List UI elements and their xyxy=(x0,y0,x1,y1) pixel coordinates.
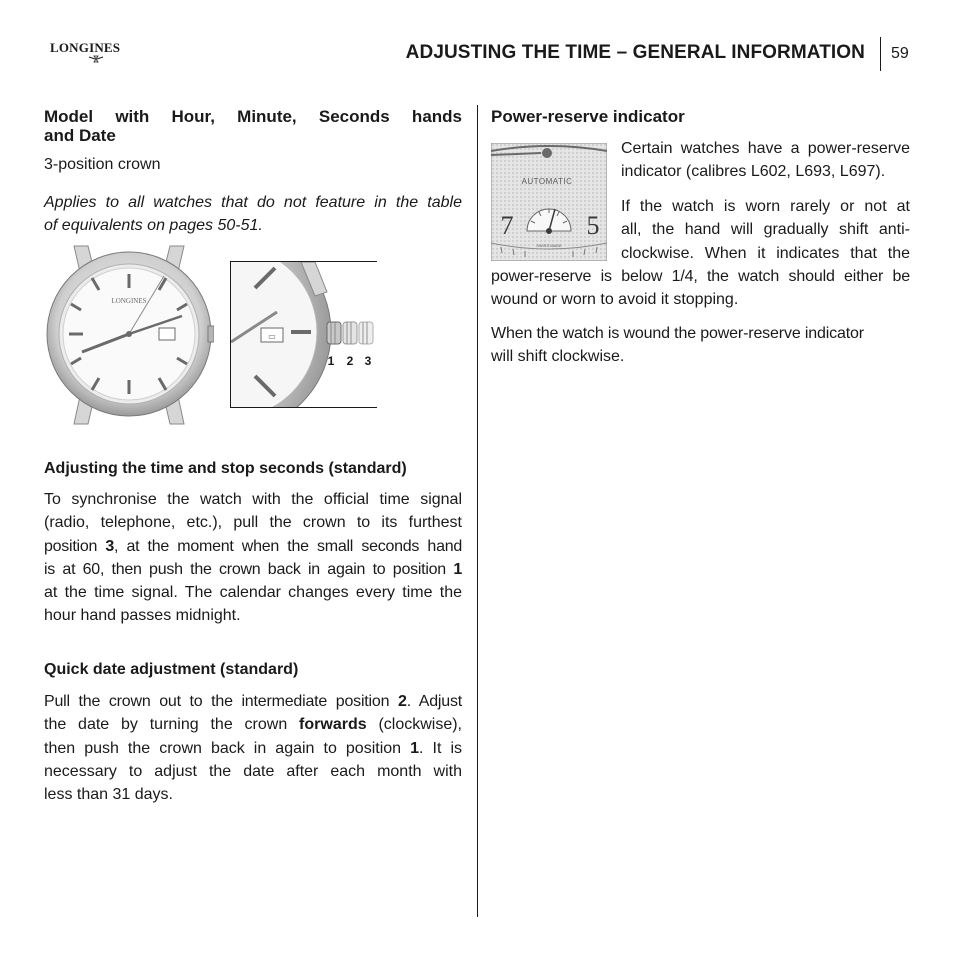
longines-logo xyxy=(50,38,144,66)
date-line-3-b: 1 xyxy=(410,739,420,757)
stop-line-3 xyxy=(44,535,462,558)
quick-date-paragraph xyxy=(44,690,462,806)
power-reserve-dial-illustration xyxy=(491,143,607,261)
applies-line-1: Applies to all watches that do not feature in the table xyxy=(44,194,462,211)
date-line-3 xyxy=(44,737,462,760)
model-title xyxy=(44,107,462,145)
date-line-5: less than 31 days. xyxy=(44,786,173,804)
crown-position-2: 2 xyxy=(346,354,354,368)
date-line-2-c: (clockwise), xyxy=(366,716,463,734)
power-line-4: power-reserve is below 1/4, the watch should either be xyxy=(491,268,910,285)
header-divider xyxy=(880,37,881,71)
applies-note xyxy=(44,191,462,238)
wound-line-1: When the watch is wound the power-reserve indicator xyxy=(491,325,864,342)
quick-date-title: Quick date adjustment (standard) xyxy=(44,661,299,678)
crown-subtitle: 3-position crown xyxy=(44,156,161,173)
stop-line-1: To synchronise the watch with the official time signal xyxy=(44,491,462,508)
power-line-3: clockwise. When it indicates that the xyxy=(621,244,910,262)
applies-line-2: of equivalents on pages 50-51. xyxy=(44,217,263,235)
dial-swiss-made: SWISS MADE xyxy=(536,243,562,248)
date-line-1-c: . Adjust xyxy=(406,693,462,710)
stop-seconds-title: Adjusting the time and stop seconds (standard) xyxy=(44,460,407,477)
page-number: 59 xyxy=(891,45,909,62)
power-line-2: all, the hand will gradually shift anti- xyxy=(621,221,910,239)
stop-line-4 xyxy=(44,558,462,581)
crown-detail-drawing xyxy=(231,262,377,407)
date-line-3-c: . It is xyxy=(419,739,463,757)
model-title-line-2: and Date xyxy=(44,126,116,145)
date-line-2 xyxy=(44,713,462,736)
date-line-3-a: then push the crown back in again to position xyxy=(44,739,411,757)
column-divider xyxy=(477,105,478,917)
stop-line-4-b: 1 xyxy=(453,560,462,578)
stop-line-5: at the time signal. The calendar changes every time the xyxy=(44,584,462,602)
watch-front-illustration xyxy=(44,240,214,426)
date-line-1 xyxy=(44,690,462,713)
date-line-1-a: Pull the crown out to the intermediate position xyxy=(44,693,398,710)
stop-line-4-a: is at 60, then push the crown back in again to position xyxy=(44,560,454,578)
stop-seconds-paragraph xyxy=(44,488,462,628)
stop-line-3-a: position xyxy=(44,537,106,555)
power-reserve-paragraph-top xyxy=(621,195,910,265)
stop-line-3-c: , at the moment when the small seconds hand xyxy=(114,537,463,555)
date-line-4: necessary to adjust the date after each month with xyxy=(44,762,462,780)
watch-brand-text: LONGINES xyxy=(111,297,147,305)
dial-automatic-label: AUTOMATIC xyxy=(521,177,573,186)
crown-position-3: 3 xyxy=(364,354,372,368)
model-title-line-1: Model with Hour, Minute, Seconds hands xyxy=(44,107,462,126)
crown-position-1: 1 xyxy=(327,354,335,368)
power-line-5: wound or worn to avoid it stopping. xyxy=(491,291,739,309)
logo-text: LONGINES xyxy=(50,40,121,55)
page-title: ADJUSTING THE TIME – GENERAL INFORMATION xyxy=(405,42,865,63)
crown-detail-illustration xyxy=(230,261,377,408)
stop-line-6: hour hand passes midnight. xyxy=(44,607,241,625)
dial-numeral-7: 7 xyxy=(500,211,514,240)
power-reserve-intro xyxy=(621,137,910,184)
power-reserve-title: Power-reserve indicator xyxy=(491,107,685,126)
power-reserve-paragraph-bottom xyxy=(491,265,910,312)
power-intro-line-2: indicator (calibres L602, L693, L697). xyxy=(621,163,886,181)
date-line-1-b: 2 xyxy=(397,693,407,710)
date-line-2-b: forwards xyxy=(299,716,367,734)
date-line-2-a: the date by turning the crown xyxy=(44,716,300,734)
stop-line-2: (radio, telephone, etc.), pull the crown to its furthest xyxy=(44,514,462,532)
power-intro-line-1: Certain watches have a power-reserve xyxy=(621,140,910,157)
winged-hourglass-icon xyxy=(88,54,104,64)
wound-line-2: will shift clockwise. xyxy=(491,348,625,366)
power-reserve-wound-paragraph xyxy=(491,322,910,369)
power-line-1: If the watch is worn rarely or not at xyxy=(621,198,910,215)
stop-line-3-b: 3 xyxy=(105,537,115,555)
svg-text:▭: ▭ xyxy=(268,332,276,341)
dial-numeral-5: 5 xyxy=(586,211,600,240)
